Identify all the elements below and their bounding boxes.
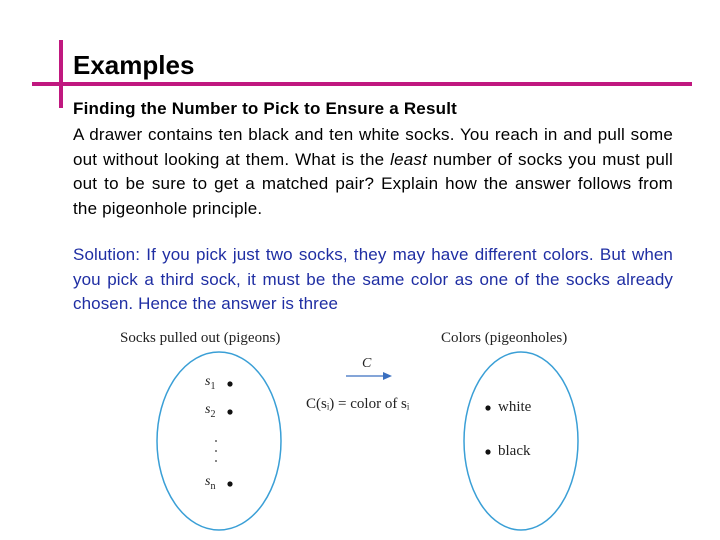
slide-title: Examples: [73, 50, 195, 80]
mapping-formula: C(sᵢ) = color of sᵢ: [306, 396, 410, 412]
pigeons-label: Socks pulled out (pigeons): [120, 330, 281, 346]
pigeonholes-ellipse: [464, 352, 578, 530]
solution-text: Solution: If you pick just two socks, they may have different colors. But when you pick a third sock, it must be the same color as one of the socks already chosen. Hence the answer is three: [73, 245, 673, 313]
sock-dot-1: [227, 381, 232, 386]
problem-heading: Finding the Number to Pick to Ensure a Result: [73, 99, 457, 118]
problem-text-part-2: number of socks you must pull out to be sure to get a matched pair? Explain how the answer follows from the pigeonhole principle.: [73, 149, 674, 218]
sock-label-1: $s_1$: [205, 374, 216, 392]
pigeons-ellipse: [157, 352, 281, 530]
color-dot-black: [485, 449, 490, 454]
ellipsis-dot-1: [215, 440, 217, 442]
color-black-label: black: [498, 443, 531, 459]
sock-label-n: $s_n$: [205, 474, 216, 492]
color-dot-white: [485, 405, 490, 410]
sock-dot-n: [227, 481, 232, 486]
sock-dot-2: [227, 409, 232, 414]
problem-text-part-1: A drawer contains ten black and ten white socks. You reach in and pull some out without looking at them. What is the: [73, 125, 673, 169]
sock-label-2: $s_2$: [205, 402, 216, 420]
function-label: C: [362, 356, 372, 371]
mapping-arrowhead: [383, 372, 392, 380]
ellipsis-dot-3: [215, 460, 217, 462]
color-white-label: white: [498, 399, 532, 415]
ellipsis-dot-2: [215, 450, 217, 452]
problem-emphasis: least: [390, 149, 428, 169]
pigeonholes-label: Colors (pigeonholes): [441, 330, 568, 346]
